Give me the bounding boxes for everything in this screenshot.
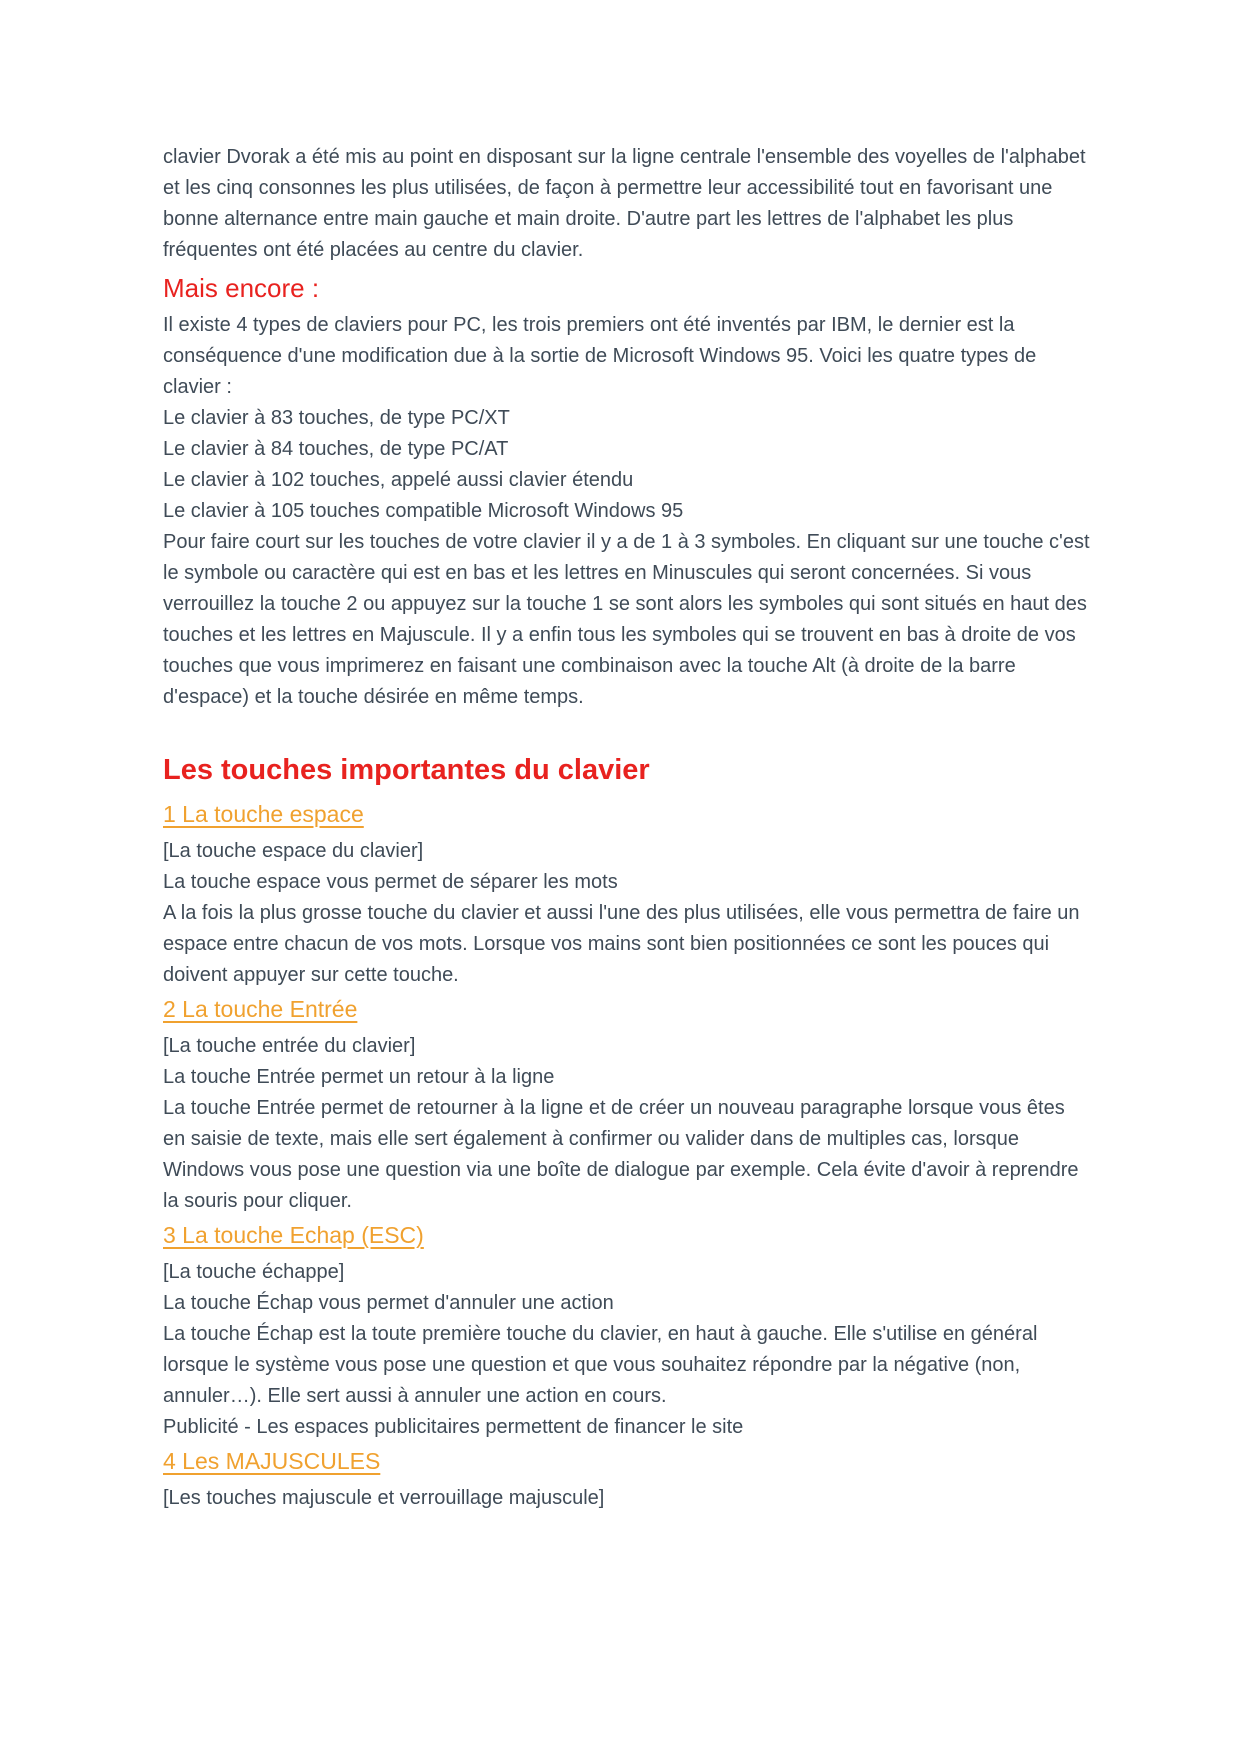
link-row (163, 1220, 1090, 1253)
publicite-note: Publicité - Les espaces publicitaires permettent de financer le site (163, 1416, 744, 1438)
link-touche-espace[interactable]: 1 La touche espace (163, 801, 364, 827)
page-title: Les touches importantes du clavier (163, 754, 650, 786)
section-lead: La touche Entrée permet un retour à la ligne (163, 1066, 555, 1088)
section-body: A la fois la plus grosse touche du clavier et aussi l'une des plus utilisées, elle vous permettra de faire un espace entre chacun de vos mots. Lorsque vos mains sont bien positionnées ce sont les pouces qui doivent appuyer sur cette touche. (163, 902, 1080, 986)
section-majuscules (163, 1446, 1090, 1514)
keyboard-type-line-102: Le clavier à 102 touches, appelé aussi clavier étendu (163, 469, 634, 491)
intro-paragraph: clavier Dvorak a été mis au point en disposant sur la ligne centrale l'ensemble des voyelles de l'alphabet et les cinq consonnes les plus utilisées, de façon à permettre leur accessibilité tout en favorisant une bonne alternance entre main gauche et main droite. D'autre part les lettres de l'alphabet les plus fréquentes ont été placées au centre du clavier. (163, 146, 1086, 261)
section-touche-echap (163, 1220, 1090, 1443)
image-placeholder-caption: [La touche espace du clavier] (163, 840, 424, 862)
link-majuscules[interactable]: 4 Les MAJUSCULES (163, 1448, 381, 1474)
section-lead: La touche espace vous permet de séparer les mots (163, 871, 618, 893)
keyboard-history-paragraph: Il existe 4 types de claviers pour PC, les trois premiers ont été inventés par IBM, le dernier est la conséquence d'une modification due à la sortie de Microsoft Windows 95. Voici les quatre types de clavier : (163, 314, 1037, 398)
section-body: La touche Entrée permet de retourner à la ligne et de créer un nouveau paragraphe lorsque vous êtes en saisie de texte, mais elle sert également à confirmer ou valider dans de multiples cas, lorsque Windows vous pose une question via une boîte de dialogue par exemple. Cela évite d'avoir à reprendre la souris pour cliquer. (163, 1097, 1079, 1212)
image-placeholder-caption: [Les touches majuscule et verrouillage majuscule] (163, 1487, 605, 1509)
link-row (163, 1446, 1090, 1479)
link-row (163, 994, 1090, 1027)
section-touche-espace (163, 799, 1090, 991)
image-placeholder-caption: [La touche échappe] (163, 1261, 345, 1283)
link-row (163, 799, 1090, 832)
section-touche-entree (163, 994, 1090, 1217)
link-touche-echap[interactable]: 3 La touche Echap (ESC) (163, 1222, 424, 1248)
keyboard-type-line-83: Le clavier à 83 touches, de type PC/XT (163, 407, 510, 429)
section-lead: La touche Échap vous permet d'annuler une action (163, 1292, 614, 1314)
section-body: La touche Échap est la toute première touche du clavier, en haut à gauche. Elle s'utilise en général lorsque le système vous pose une question et que vous souhaitez répondre par la négative (non, annuler…). Elle sert aussi à annuler une action en cours. (163, 1323, 1038, 1407)
symbols-paragraph: Pour faire court sur les touches de votre clavier il y a de 1 à 3 symboles. En cliquant sur une touche c'est le symbole ou caractère qui est en bas et les lettres en Minuscules qui seront concernées. Si vous verrouillez la touche 2 ou appuyez sur la touche 1 se sont alors les symboles qui sont situés en haut des touches et les lettres en Majuscule. Il y a enfin tous les symboles qui se trouvent en bas à droite de vos touches que vous imprimerez en faisant une combinaison avec la touche Alt (à droite de la barre d'espace) et la touche désirée en même temps. (163, 531, 1090, 708)
keyboard-type-line-105: Le clavier à 105 touches compatible Microsoft Windows 95 (163, 500, 684, 522)
mais-encore-heading: Mais encore : (163, 273, 320, 303)
image-placeholder-caption: [La touche entrée du clavier] (163, 1035, 416, 1057)
keyboard-type-line-84: Le clavier à 84 touches, de type PC/AT (163, 438, 509, 460)
link-touche-entree[interactable]: 2 La touche Entrée (163, 996, 358, 1022)
